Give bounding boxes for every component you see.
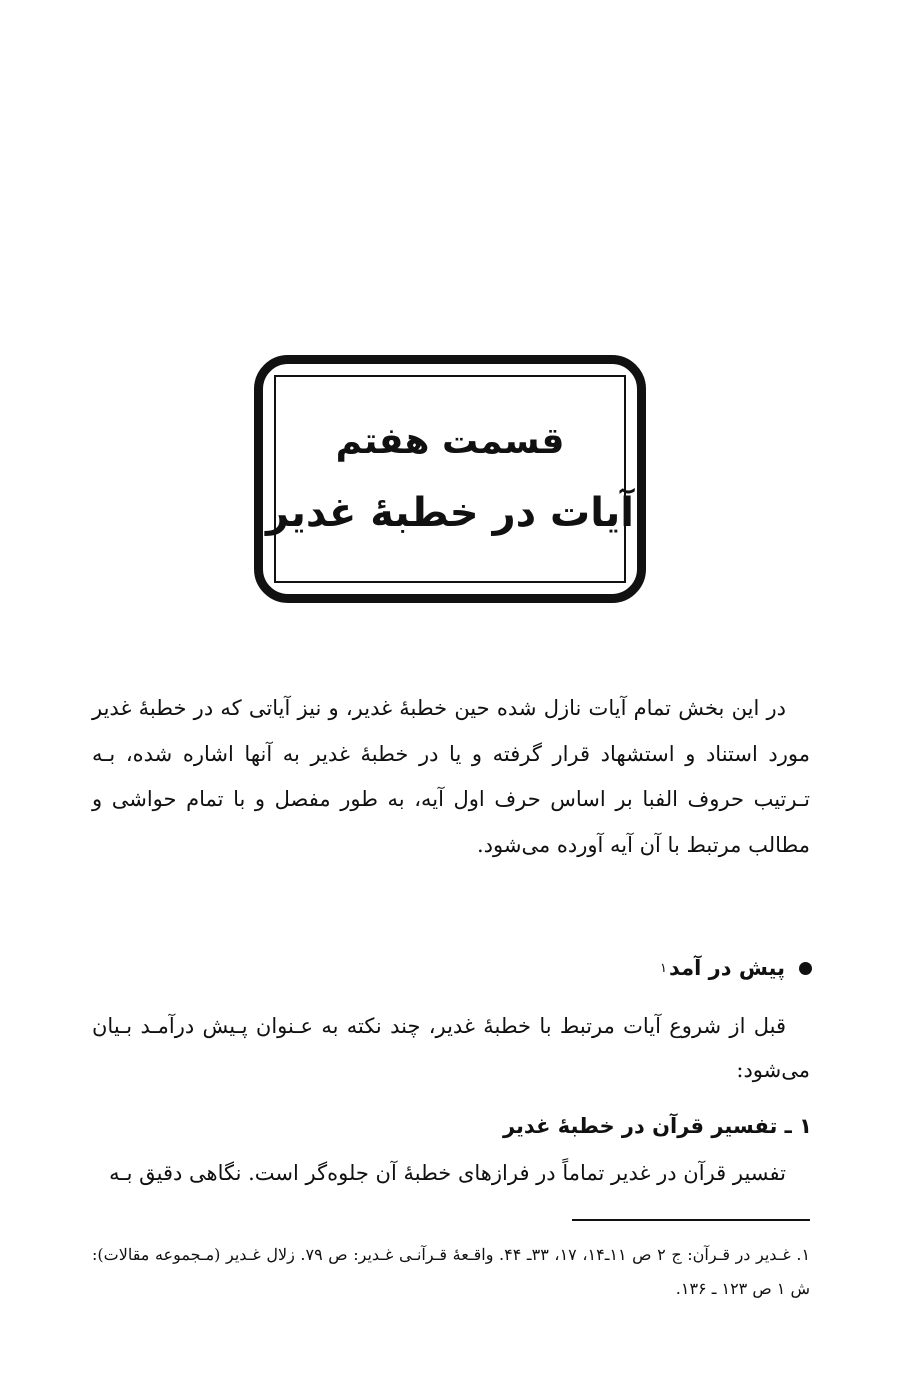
part-title-frame-inner <box>266 375 634 583</box>
preface-heading <box>660 956 812 980</box>
intro-section <box>92 686 810 868</box>
footnote-text: ۱. غـدیر در قـرآن: ج ۲ ص ۱۱ـ۱۴، ۱۷، ۳۳ـ ۴۴. واقـعهٔ قـرآنـی غـدیر: ص ۷۹. زلال غـدیر (مـجموعه مقالات): ش ۱ ص ۱۲۳ ـ ۱۳۶. <box>92 1245 811 1298</box>
part-number-heading: قسمت هفتم <box>335 420 565 462</box>
footnote-reference[interactable]: ۱ <box>660 960 668 976</box>
preface-heading-text: پیش در آمد <box>669 956 785 980</box>
section-1-paragraph: تفسیر قرآن در غدیر تماماً در فرازهای خطبهٔ آن جلوه‌گر است. نگاهی دقیق بـه <box>109 1161 786 1185</box>
bullet-icon <box>799 962 812 975</box>
intro-paragraph: در این بخش تمام آیات نازل شده حین خطبهٔ غدیر، و نیز آیاتی که در خطبهٔ غدیر مورد استناد و استشهاد قرار گرفته و یا در خطبهٔ غدیر به آنها اشاره شده، بـه تـرتیب حروف الفبا بر اساس حرف اول آیه، به طور مفصل و با تمام حواشی و مطالب مرتبط با آن آیه آورده می‌شود. <box>92 696 810 857</box>
section-1-heading: ۱ ـ تفسیر قرآن در خطبهٔ غدیر <box>502 1114 812 1138</box>
part-title-heading: آیات در خطبهٔ غدیر <box>266 490 634 537</box>
preface-paragraph: قبل از شروع آیات مرتبط با خطبهٔ غدیر، چند نکته به عـنوان پـیش درآمـد بـیان می‌شود: <box>92 1014 810 1082</box>
part-title-frame <box>254 355 646 603</box>
footnote-divider <box>572 1219 810 1221</box>
